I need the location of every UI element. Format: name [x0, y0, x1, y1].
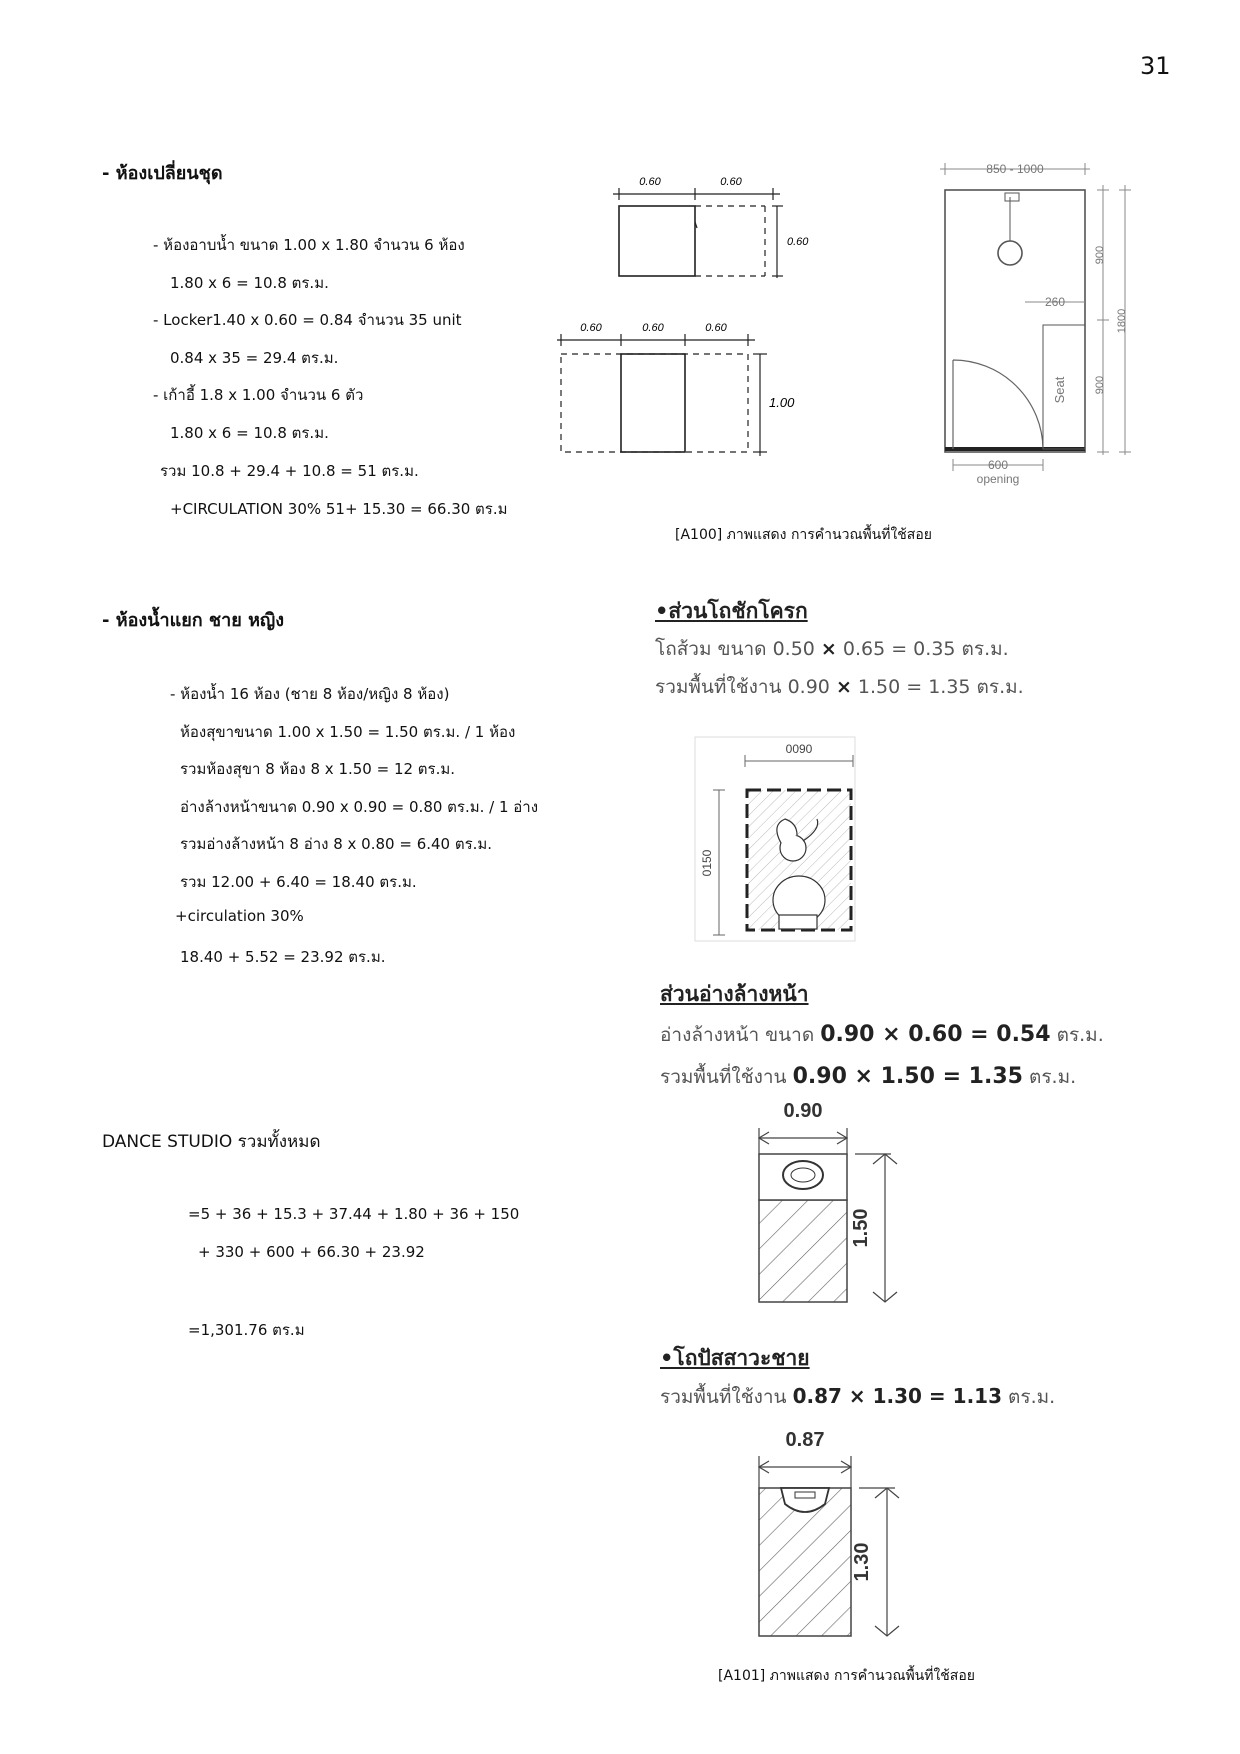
changing-room-line-5: - เก้าอี้ 1.8 x 1.00 จำนวน 6 ตัว: [153, 386, 364, 404]
urinal-line-1-unit: ตร.ม.: [1002, 1386, 1056, 1408]
changing-room-line-6: 1.80 x 6 = 10.8 ตร.ม.: [170, 424, 329, 442]
bench-plan-drawing: [555, 318, 795, 468]
urinal-title: •โถปัสสาวะชาย: [660, 1346, 810, 1370]
changing-room-line-8: +CIRCULATION 30% 51+ 15.30 = 66.30 ตร.ม: [170, 500, 508, 518]
locker-dim-a: 0.60: [639, 176, 661, 188]
sink-line-2-unit: ตร.ม.: [1022, 1066, 1077, 1088]
urinal-plan-drawing: [755, 1422, 925, 1644]
shower-dim-width: 850 - 1000: [986, 162, 1044, 176]
toilet-line-2-prefix: รวมพื้นที่ใช้งาน 0.90: [655, 676, 836, 698]
sink-line-1-prefix: อ่างล้างหน้า ขนาด: [660, 1024, 821, 1046]
restroom-heading: - ห้องน้ำแยก ชาย หญิง: [102, 610, 285, 631]
sink-dim-depth: 1.50: [850, 1208, 872, 1248]
restroom-line-7: +circulation 30%: [175, 907, 304, 925]
sink-line-1-value: 0.90 × 0.60 = 0.54: [820, 1022, 1051, 1047]
figure-a100-caption: [A100] ภาพแสดง การคำนวณพื้นที่ใช้สอย: [675, 527, 932, 543]
sink-line-1: [660, 1020, 1104, 1050]
toilet-line-2-suffix: 1.50 = 1.35 ตร.ม.: [851, 676, 1024, 698]
times-sign: ×: [820, 638, 837, 660]
urinal-dim-width: 0.87: [785, 1429, 825, 1451]
changing-room-line-4: 0.84 x 35 = 29.4 ตร.ม.: [170, 349, 339, 367]
page-number: 31: [1140, 52, 1171, 80]
shower-dim-total: 1800: [1116, 308, 1128, 334]
shower-dim-upper: 900: [1094, 245, 1106, 265]
restroom-line-5: รวมอ่างล้างหน้า 8 อ่าง 8 x 0.80 = 6.40 ตร.ม.: [180, 835, 493, 853]
total-line-2: + 330 + 600 + 66.30 + 23.92: [198, 1243, 425, 1261]
shower-dim-lower: 900: [1094, 375, 1106, 395]
urinal-line-1: [660, 1382, 1055, 1412]
urinal-line-1-value: 0.87 × 1.30 = 1.13: [792, 1384, 1002, 1408]
bench-dim-c: 0.60: [705, 322, 727, 334]
total-line-1: =5 + 36 + 15.3 + 37.44 + 1.80 + 36 + 150: [188, 1205, 520, 1223]
shower-plan-drawing: [925, 155, 1150, 495]
toilet-dim-depth: 0150: [700, 849, 714, 877]
shower-opening-width: 600: [987, 458, 1009, 472]
shower-seat-width: 260: [1045, 295, 1066, 309]
restroom-line-4: อ่างล้างหน้าขนาด 0.90 x 0.90 = 0.80 ตร.ม. / 1 อ่าง: [180, 798, 539, 816]
sink-dim-width: 0.90: [783, 1100, 823, 1122]
toilet-line-1: [655, 634, 1009, 664]
toilet-line-1-suffix: 0.65 = 0.35 ตร.ม.: [836, 638, 1009, 660]
sink-line-1-unit: ตร.ม.: [1050, 1024, 1104, 1046]
bench-dim-a: 0.60: [580, 322, 602, 334]
sink-line-2-prefix: รวมพื้นที่ใช้งาน: [660, 1066, 793, 1088]
toilet-dim-width: 0090: [785, 742, 813, 756]
locker-dim-b: 0.60: [720, 176, 742, 188]
sink-title: ส่วนอ่างล้างหน้า: [660, 982, 809, 1006]
total-line-3: =1,301.76 ตร.ม: [188, 1321, 305, 1339]
restroom-line-2: ห้องสุขาขนาด 1.00 x 1.50 = 1.50 ตร.ม. / 1 ห้อง: [180, 723, 516, 741]
changing-room-heading: - ห้องเปลี่ยนชุด: [102, 163, 223, 184]
changing-room-line-3: - Locker1.40 x 0.60 = 0.84 จำนวน 35 unit: [153, 311, 462, 329]
locker-plan-drawing: [605, 170, 820, 290]
toilet-plan-drawing: [693, 735, 858, 945]
changing-room-line-7: รวม 10.8 + 29.4 + 10.8 = 51 ตร.ม.: [160, 462, 419, 480]
restroom-line-3: รวมห้องสุขา 8 ห้อง 8 x 1.50 = 12 ตร.ม.: [180, 760, 456, 778]
changing-room-line-1: - ห้องอาบน้ำ ขนาด 1.00 x 1.80 จำนวน 6 ห้อง: [153, 236, 465, 254]
restroom-line-6: รวม 12.00 + 6.40 = 18.40 ตร.ม.: [180, 873, 417, 891]
restroom-line-1: - ห้องน้ำ 16 ห้อง (ชาย 8 ห้อง/หญิง 8 ห้อง): [170, 685, 450, 703]
toilet-line-1-prefix: โถส้วม ขนาด 0.50: [655, 638, 821, 660]
total-heading: DANCE STUDIO รวมทั้งหมด: [102, 1132, 321, 1152]
sink-line-2: [660, 1062, 1076, 1092]
bench-dim-side: 1.00: [769, 395, 795, 410]
figure-a101-caption: [A101] ภาพแสดง การคำนวณพื้นที่ใช้สอย: [718, 1668, 975, 1684]
shower-opening-label: opening: [976, 472, 1020, 486]
bench-dim-b: 0.60: [642, 322, 664, 334]
toilet-line-2: [655, 672, 1024, 702]
changing-room-line-2: 1.80 x 6 = 10.8 ตร.ม.: [170, 274, 329, 292]
shower-seat-label: Seat: [1052, 376, 1067, 404]
sink-plan-drawing: [755, 1100, 935, 1318]
urinal-dim-depth: 1.30: [851, 1542, 873, 1582]
sink-line-2-value: 0.90 × 1.50 = 1.35: [792, 1064, 1023, 1089]
locker-dim-side: 0.60: [787, 236, 809, 248]
restroom-line-8: 18.40 + 5.52 = 23.92 ตร.ม.: [180, 948, 386, 966]
times-sign: ×: [835, 676, 852, 698]
urinal-line-1-prefix: รวมพื้นที่ใช้งาน: [660, 1386, 793, 1408]
toilet-title: •ส่วนโถชักโครก: [655, 599, 808, 623]
